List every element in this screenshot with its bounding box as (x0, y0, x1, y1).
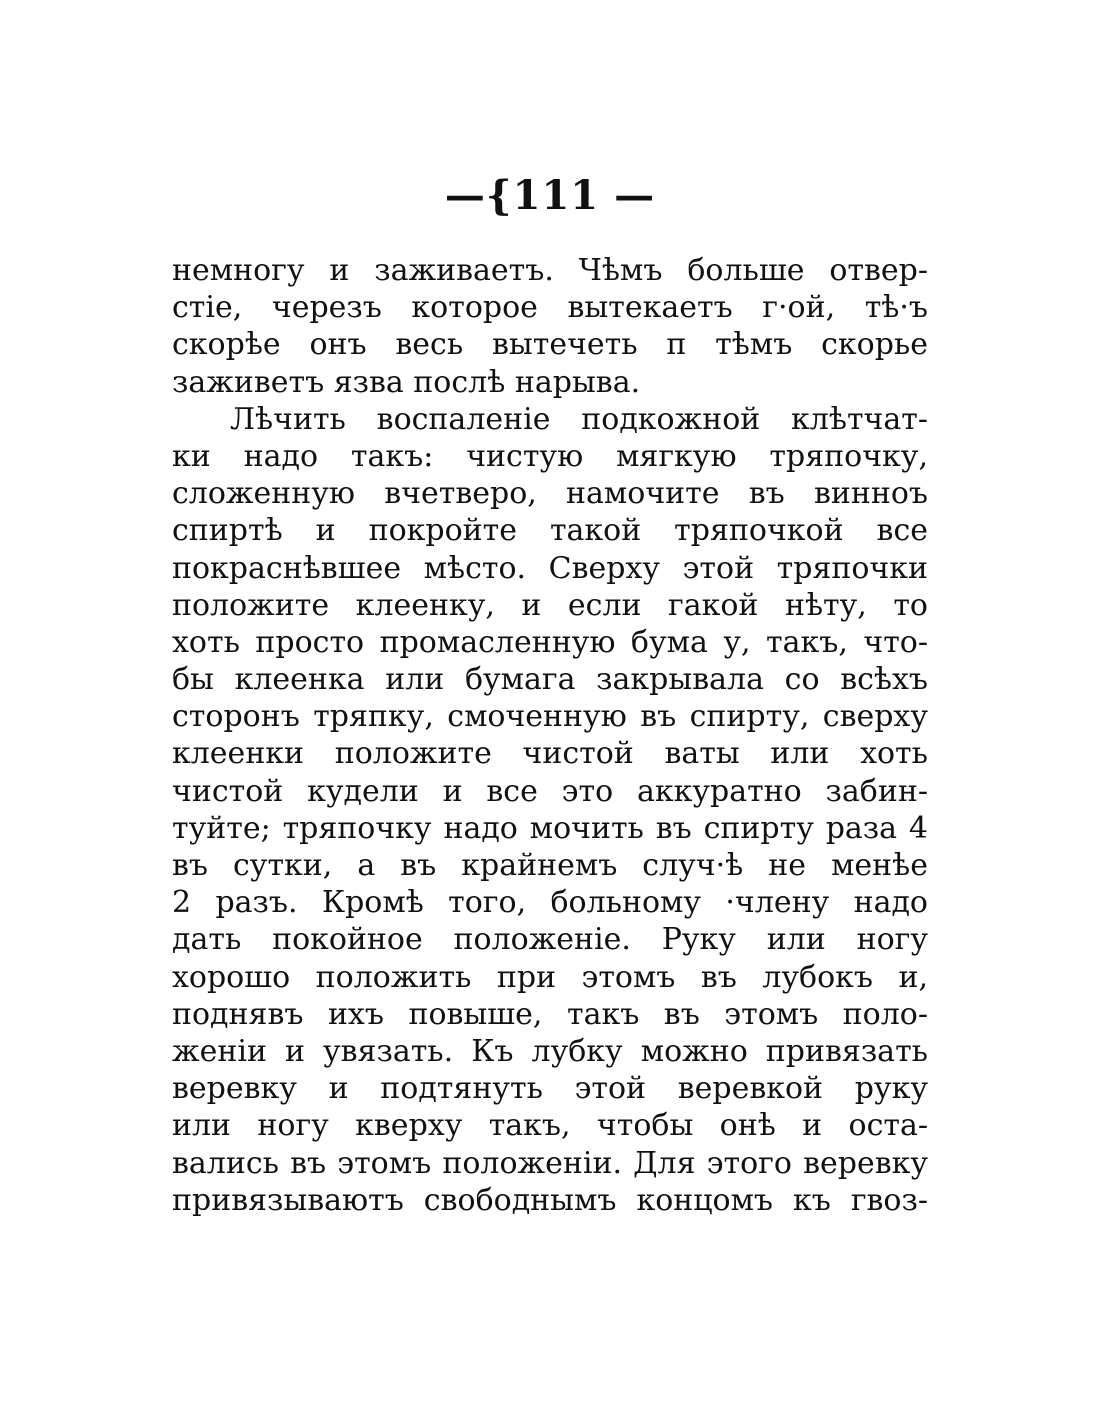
text-line: клеенки положите чистой ваты или хоть (172, 736, 928, 772)
text-line: скорѣе онъ весь вытечеть п тѣмъ скорье (172, 327, 928, 363)
text-line: хорошо положить при этомъ въ лубокъ и, (172, 959, 928, 995)
text-line: привязываютъ свободнымъ концомъ къ гвоз- (172, 1182, 928, 1218)
text-line: стiе, черезъ которое вытекаетъ г·ой, тѣ·ъ (172, 290, 928, 326)
text-line: спиртѣ и покройте такой тряпочкой все (172, 513, 928, 549)
body-text (172, 252, 928, 1219)
text-line: женiи и увязать. Къ лубку можно привязать (172, 1033, 928, 1069)
paragraph-start-line: Лѣчить воспаленiе подкожной клѣтчат- (230, 401, 928, 437)
text-line: дать покойное положенiе. Руку или ногу (172, 922, 928, 958)
text-line: сложенную вчетверо, намочите въ винноъ (172, 476, 928, 512)
text-line: туйте; тряпочку надо мочить въ спирту раза 4 (172, 810, 928, 846)
text-line: или ногу кверху такъ, чтобы онѣ и оста- (172, 1108, 928, 1144)
text-line: въ сутки, а въ крайнемъ случ·ѣ не менѣе (172, 848, 928, 883)
text-line: чистой кудели и все это аккуратно забин- (172, 773, 928, 809)
text-line: сторонъ тряпку, смоченную въ спирту, сверху (172, 699, 928, 735)
page-number: —{111 — (444, 172, 656, 219)
text-line: заживетъ язва послѣ нарыва. (172, 364, 641, 400)
text-line: бы клеенка или бумага закрывала со всѣхъ (172, 662, 928, 698)
text-line: веревку и подтянуть этой веревкой руку (172, 1071, 928, 1107)
text-line: вались въ этомъ положенiи. Для этого веревку (172, 1145, 928, 1181)
text-line: положите клеенку, и если гакой нѣту, то (172, 587, 928, 623)
text-line: поднявъ ихъ повыше, такъ въ этомъ поло- (172, 996, 928, 1032)
text-line: хоть просто промасленную бума у, такъ, что- (172, 624, 928, 660)
text-line: немногу и заживаетъ. Чѣмъ больше отвер- (172, 253, 928, 288)
text-line: ки надо такъ: чистую мягкую тряпочку, (172, 438, 928, 474)
text-line: 2 разъ. Кромѣ того, больному ·члену надо (172, 885, 928, 921)
text-line: покраснѣвшее мѣсто. Сверху этой тряпочки (172, 550, 928, 586)
